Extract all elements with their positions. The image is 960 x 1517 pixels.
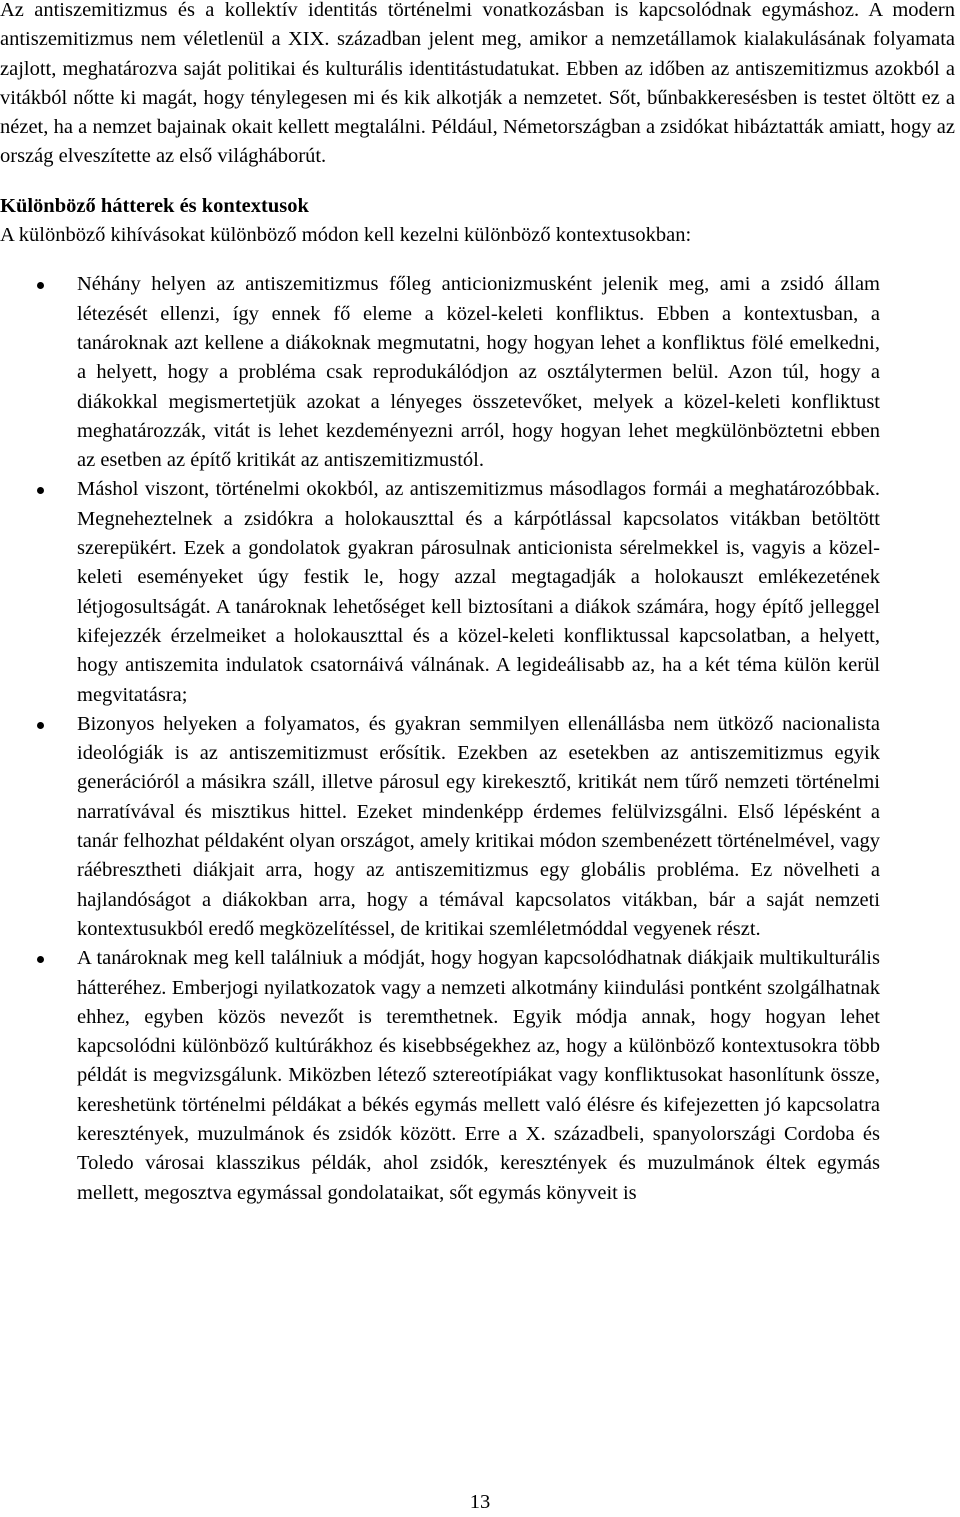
bullet-item-nationalist-ideologies: Bizonyos helyeken a folyamatos, és gyakran semmilyen ellenállásba nem ütköző nacionalista ideológiák is az antiszemitizmust erősítik. Ezekben az esetekben az antiszemitizmus egyik generációról a másikra száll, illetve párosul egy kirekesztő, kritikát nem tűrő nemzeti történelmi narratívával és misztikus hittel. Ezeket mindenképp érdemes felülvizsgálni. Első lépésként a tanár felhozhat példaként olyan országot, amely kritikai módon szembenézett történelmével, vagy ráébresztheti diákjait arra, hogy az antiszemitizmus egy globális probléma. Ez növelheti a hajlandóságot a diákokban arra, hogy a témával kapcsolatos vitákban, bár a saját nemzeti kontextusukból eredő megközelítéssel, de kritikai szemléletmóddal vegyenek részt. (0, 710, 880, 944)
bullet-item-multicultural-background: A tanároknak meg kell találniuk a módját, hogy hogyan kapcsolódhatnak diákjaik multikulturális hátteréhez. Emberjogi nyilatkozatok vagy a nemzeti alkotmány kiindulási pontként szolgálhatnak ehhez, egyben közös nevezőt is teremthetnek. Egyik módja annak, hogy hogyan lehet kapcsolódni különböző kultúrákhoz és kisebbségekhez az, hogy a különböző kontextusokra több példát is megvizsgálunk. Miközben létező sztereotípiákat vagy konfliktusokat hasonlítunk össze, kereshetünk történelmi példákat a békés egymás mellett való élésre és kifejezetten jó kapcsolatra keresztények, muzulmánok és zsidók között. Erre a X. századbeli, spanyolországi Cordoba és Toledo városai klasszikus példák, ahol zsidók, keresztények és muzulmánok éltek egymás mellett, megosztva egymással gondolataikat, sőt egymás könyveit is (0, 944, 880, 1208)
context-bullet-list (0, 270, 955, 1208)
bullet-item-secondary-antisemitism: Máshol viszont, történelmi okokból, az antiszemitizmus másodlagos formái a meghatározóbbak. Megneheztelnek a zsidókra a holokauszttal és a kárpótlással kapcsolatos vitákban betöltött szerepükért. Ezek a gondolatok gyakran párosulnak anticionista sérelmekkel is, vagyis a közel-keleti eseményeket úgy festik le, hogy azzal megtagadják a holokauszt emlékezetének létjogosultságát. A tanároknak lehetőséget kell biztosítani a diákok számára, hogy építő jelleggel kifejezzék érzelmeiket a holokauszttal és a közel-keleti konfliktussal kapcsolatban, a helyett, hogy antiszemita indulatok csatornáivá válnának. A legideálisabb az, ha a két téma külön kerül megvitatásra; (0, 475, 880, 709)
bullet-item-anti-zionism: Néhány helyen az antiszemitizmus főleg anticionizmusként jelenik meg, ami a zsidó állam létezését ellenzi, így ennek fő eleme a közel-keleti konfliktus. Ebben a kontextusban, a tanároknak azt kellene a diákoknak megmutatni, hogy hogyan lehet a konfliktus fölé emelkedni, a helyett, hogy a probléma csak reprodukálódjon az osztálytermen belül. Azon túl, hogy a diákokkal megismertetjük azokat a lényeges összetevőket, melyek a közel-keleti konfliktust meghatározzák, vitát is lehet kezdeményezni arról, hogy hogyan lehet megkülönböztetni ebben az esetben az építő kritikát az antiszemitizmustól. (0, 270, 880, 475)
intro-paragraph: Az antiszemitizmus és a kollektív identitás történelmi vonatkozásban is kapcsolódnak egymáshoz. A modern antiszemitizmus nem véletlenül a XIX. században jelent meg, amikor a nemzetállamok kialakulásának folyamata zajlott, meghatározva saját politikai és kulturális identitástudatukat. Ebben az időben az antiszemitizmus azokból a vitákból nőtte ki magát, hogy ténylegesen mi és kik alkotják a nemzetet. Sőt, bűnbakkeresésben is testet öltött ez a nézet, ha a nemzet bajainak okait kellett megtalálni. Például, Németországban a zsidókat hibáztatták amiatt, hogy az ország elveszítette az első világháborút. (0, 0, 955, 168)
page-number: 13 (469, 1491, 491, 1513)
section-lead-paragraph: A különböző kihívásokat különböző módon kell kezelni különböző kontextusokban: (0, 224, 692, 247)
section-heading: Különböző hátterek és kontextusok (0, 194, 309, 217)
